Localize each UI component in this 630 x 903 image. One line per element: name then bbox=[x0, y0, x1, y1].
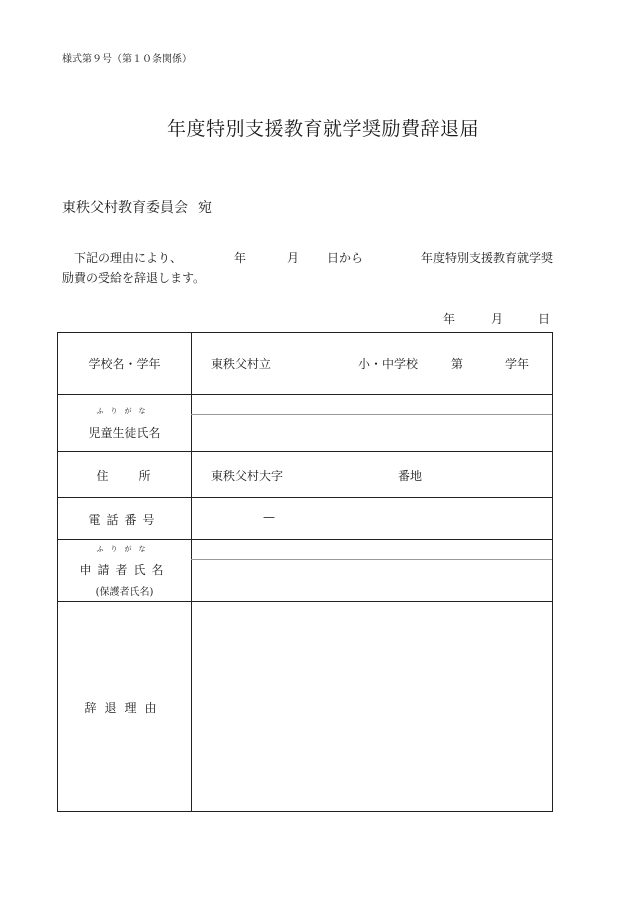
student-name-field[interactable] bbox=[192, 415, 552, 450]
document-title: 年度特別支援教育就学奨励費辞退届 bbox=[167, 118, 480, 140]
body-line1-end: 年度特別支援教育就学奨 bbox=[421, 251, 554, 265]
addressee bbox=[62, 197, 212, 217]
row-divider bbox=[58, 539, 552, 540]
address-label: 住 所 bbox=[96, 469, 153, 483]
school-label: 学校名・学年 bbox=[88, 357, 161, 371]
body-year-label: 年 bbox=[234, 251, 247, 265]
submission-month: 月 bbox=[491, 312, 504, 326]
grade-suffix: 学年 bbox=[505, 357, 530, 371]
applicant-name-field[interactable] bbox=[192, 560, 552, 600]
submission-day: 日 bbox=[538, 312, 551, 326]
body-line2: 励費の受給を辞退します。 bbox=[62, 271, 206, 285]
row-divider bbox=[58, 394, 552, 395]
school-prefix: 東秩父村立 bbox=[211, 357, 272, 371]
student-name-label: 児童生徒氏名 bbox=[88, 426, 161, 440]
grade-prefix: 第 bbox=[451, 357, 464, 371]
body-month-label: 月 bbox=[287, 251, 300, 265]
phone-separator: — bbox=[263, 510, 275, 524]
address-suffix: 番地 bbox=[398, 469, 423, 483]
phone-label: 電話番号 bbox=[88, 513, 161, 527]
row-divider bbox=[58, 497, 552, 498]
submission-year: 年 bbox=[443, 312, 456, 326]
body-day-from-label: 日から bbox=[327, 251, 364, 265]
applicant-name-label: 申請者氏名 bbox=[79, 563, 170, 577]
applicant-furigana: ふりがな bbox=[96, 545, 153, 553]
body-line1-start: 下記の理由により、 bbox=[74, 251, 183, 265]
student-furigana: ふりがな bbox=[96, 407, 153, 415]
addressee-name: 東秩父村教育委員会 bbox=[62, 200, 188, 216]
reason-field[interactable] bbox=[192, 602, 552, 810]
row-divider bbox=[58, 451, 552, 452]
applicant-note: (保護者氏名) bbox=[95, 587, 154, 598]
school-type: 小・中学校 bbox=[358, 357, 419, 371]
form-number: 様式第９号（第１０条関係） bbox=[62, 54, 192, 65]
application-table bbox=[57, 332, 553, 812]
address-prefix: 東秩父村大字 bbox=[211, 469, 284, 483]
reason-label: 辞退理由 bbox=[84, 701, 165, 715]
addressee-honorific: 宛 bbox=[198, 200, 212, 216]
